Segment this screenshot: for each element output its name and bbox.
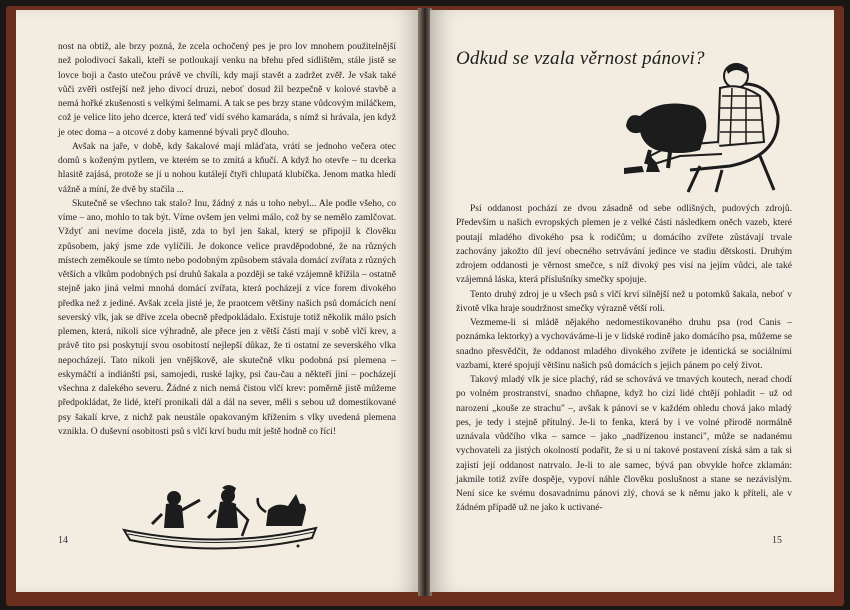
paragraph: nost na obtíž, ale brzy pozná, že zcela ochočený pes je pro lov mnohem použitelnější než polodivocí šakali, kteří se potloukají venku na břehu před sídlištěm, stále jistě se lovce boji a často utečou právě ve chvíli, kdy mají stavět a zadržet zvěř. Je však také vůči zvěři ostřejší než jeho divocí druzi, neboť dosud žil bezpečně v kolové stavbě a nemá hořké zkušenosti s velkými šelmami. A tak se pes brzy stane vůdcovým miláčkem, což je velice lito jeho dcerce, která teď vidí svého kamaráda, s nímž si hrávala, jen když je otec doma – a otcové z doby kamenné bývali pryč dlouho.: [58, 42, 396, 138]
armchair-illustration: [610, 46, 810, 196]
page-number: 14: [58, 535, 68, 546]
chapter-heading: Odkud se vzala věrnost pánovi?: [456, 48, 705, 69]
page-number: 15: [772, 535, 782, 546]
paragraph: Vezmeme-li si mládě nějakého nedomestikovaného druhu psa (rod Canis – poznámka lektorky) a vychováváme-li je v lidské rodině jako domácího psa, můžeme se snadno přesvědčit, že oddanost mladého divokého zvířete je identická se sociálními vazbami, které spojují většinu našich psů domácích s jejich pánem po celý život.: [456, 318, 792, 371]
paragraph: Avšak na jaře, v době, kdy šakalové mají mláďata, vrátí se jednoho večera otec domů s koženým pytlem, ve kterém se to zmítá a kňučí. A když ho otevře – tu dcerka hlasitě zajásá, protože se jí u nohou kutálejí čtyři chlupatá klubíčka. Jenom matka hledí vážně a míní, že dvě by stačila ...: [58, 141, 396, 195]
canoe-illustration: [116, 480, 326, 552]
left-page: [16, 10, 420, 592]
paragraph: Psí oddanost pochází ze dvou zásadně od sebe odlišných, pudových zdrojů. Především u našich evropských plemen je z velké části následkem oněch vazeb, které poutají mladého divokého psa k rodičům; u domácího zvířete zůstávají trvale zachovány jakožto díl jeví obecného setrvávání jedince ve stadiu dětskosti. Druhým zdrojem oddanosti je věrnost smečce, s níž divoký pes visí na jejím vůdci, ale také vzájemná láska, která příslušníky smečky spojuje.: [456, 204, 792, 286]
paragraph: Skutečně se všechno tak stalo? Inu, žádný z nás u toho nebyl... Ale podle všeho, co víme – ano, mohlo to tak být. Víme ovšem jen velmi málo, což by se nemělo zamlčovat. Vždyť ani nevíme docela jistě, zda to byl jen šakal, který se připojil k člověku způsobem, jaký jsme zde vylíčili. Je dokonce velice pravděpodobné, že na různých místech zeměkoule se tímto nebo podobným způsobem stávala domácí zvířata z různých větších a vlkům podobných psí druhů šakala a později se také vzájemně křížila – ostatně stejně jako jiná velmi mnohá domácí zvířata, která pocházejí z více forem divokého předka než z jediné. Avšak zcela jisté je, že praotcem většiny našich psů domácích není severský vlk, jak se dříve zcela obecně předpokládalo. Existuje totiž několik málo psích plemen, která, nikoli sice výhradně, ale přece jen z větší části mají v sobě vlčí krev, a právě tito psi poskytují svou osobitostí nejlepší důkaz, že ti ostatní ze severského vlka nepocházejí. Tato nikoli jen vnějškově, ale skutečně vlku podobná psí plemena – eskymáčtí a indiánští psi, samojedi, ruské lajky, psi čau-čau a někteří jiní – pocházejí všechna z dalekého severu. Žádné z nich nemá čistou vlčí krev: poměrně jistě můžeme předpokládat, že lidé, kteří pronikali dál a dál na sever, měli s sebou už domestikované psy šakalí krve, z nichž pak neustále opakovaným křížením s vlky uvedená plemena vznikla. O duševní osobitosti psů s vlčí krví budu mít ještě hodně co říci!: [58, 198, 396, 437]
paragraph: Tento druhý zdroj je u všech psů s vlčí krví silnější než u potomků šakala, neboť v životě vlka hraje soudržnost smečky výrazně větší roli.: [456, 289, 792, 314]
paragraph: Takový mladý vlk je sice plachý, rád se schovává ve tmavých koutech, nerad chodí po volném prostranství, snadno chňapne, když ho cizí lidé chtějí pohladit – už od narození „kouše ze strachu" –, avšak k pánovi se v každém ohledu chová jako mladý pes, je tedy i stejně přítulný. Je-li to fenka, která by i ve volné přírodě normálně uznávala vůdčího vlka – samce – jako „nadřízenou instanci", může se nadanému vychovateli za jistých okolností podařit, že si u ní takové postavení získá sám a tak si zajistí její oddanost natrvalo. Je-li to ale samec, bývá pan obvykle hořce zklamán: jakmile totiž zvíře dospěje, vypoví náhle člověku poslušnost a stane se nezávislým. Není sice ke svému dosavadnímu pánovi zlý, chová se k němu jako k příteli, ale v žádném případě už ne jako k uctivané-: [456, 375, 792, 514]
right-page-text: [456, 202, 792, 516]
left-page-text: [58, 40, 396, 439]
right-page: [430, 10, 834, 592]
